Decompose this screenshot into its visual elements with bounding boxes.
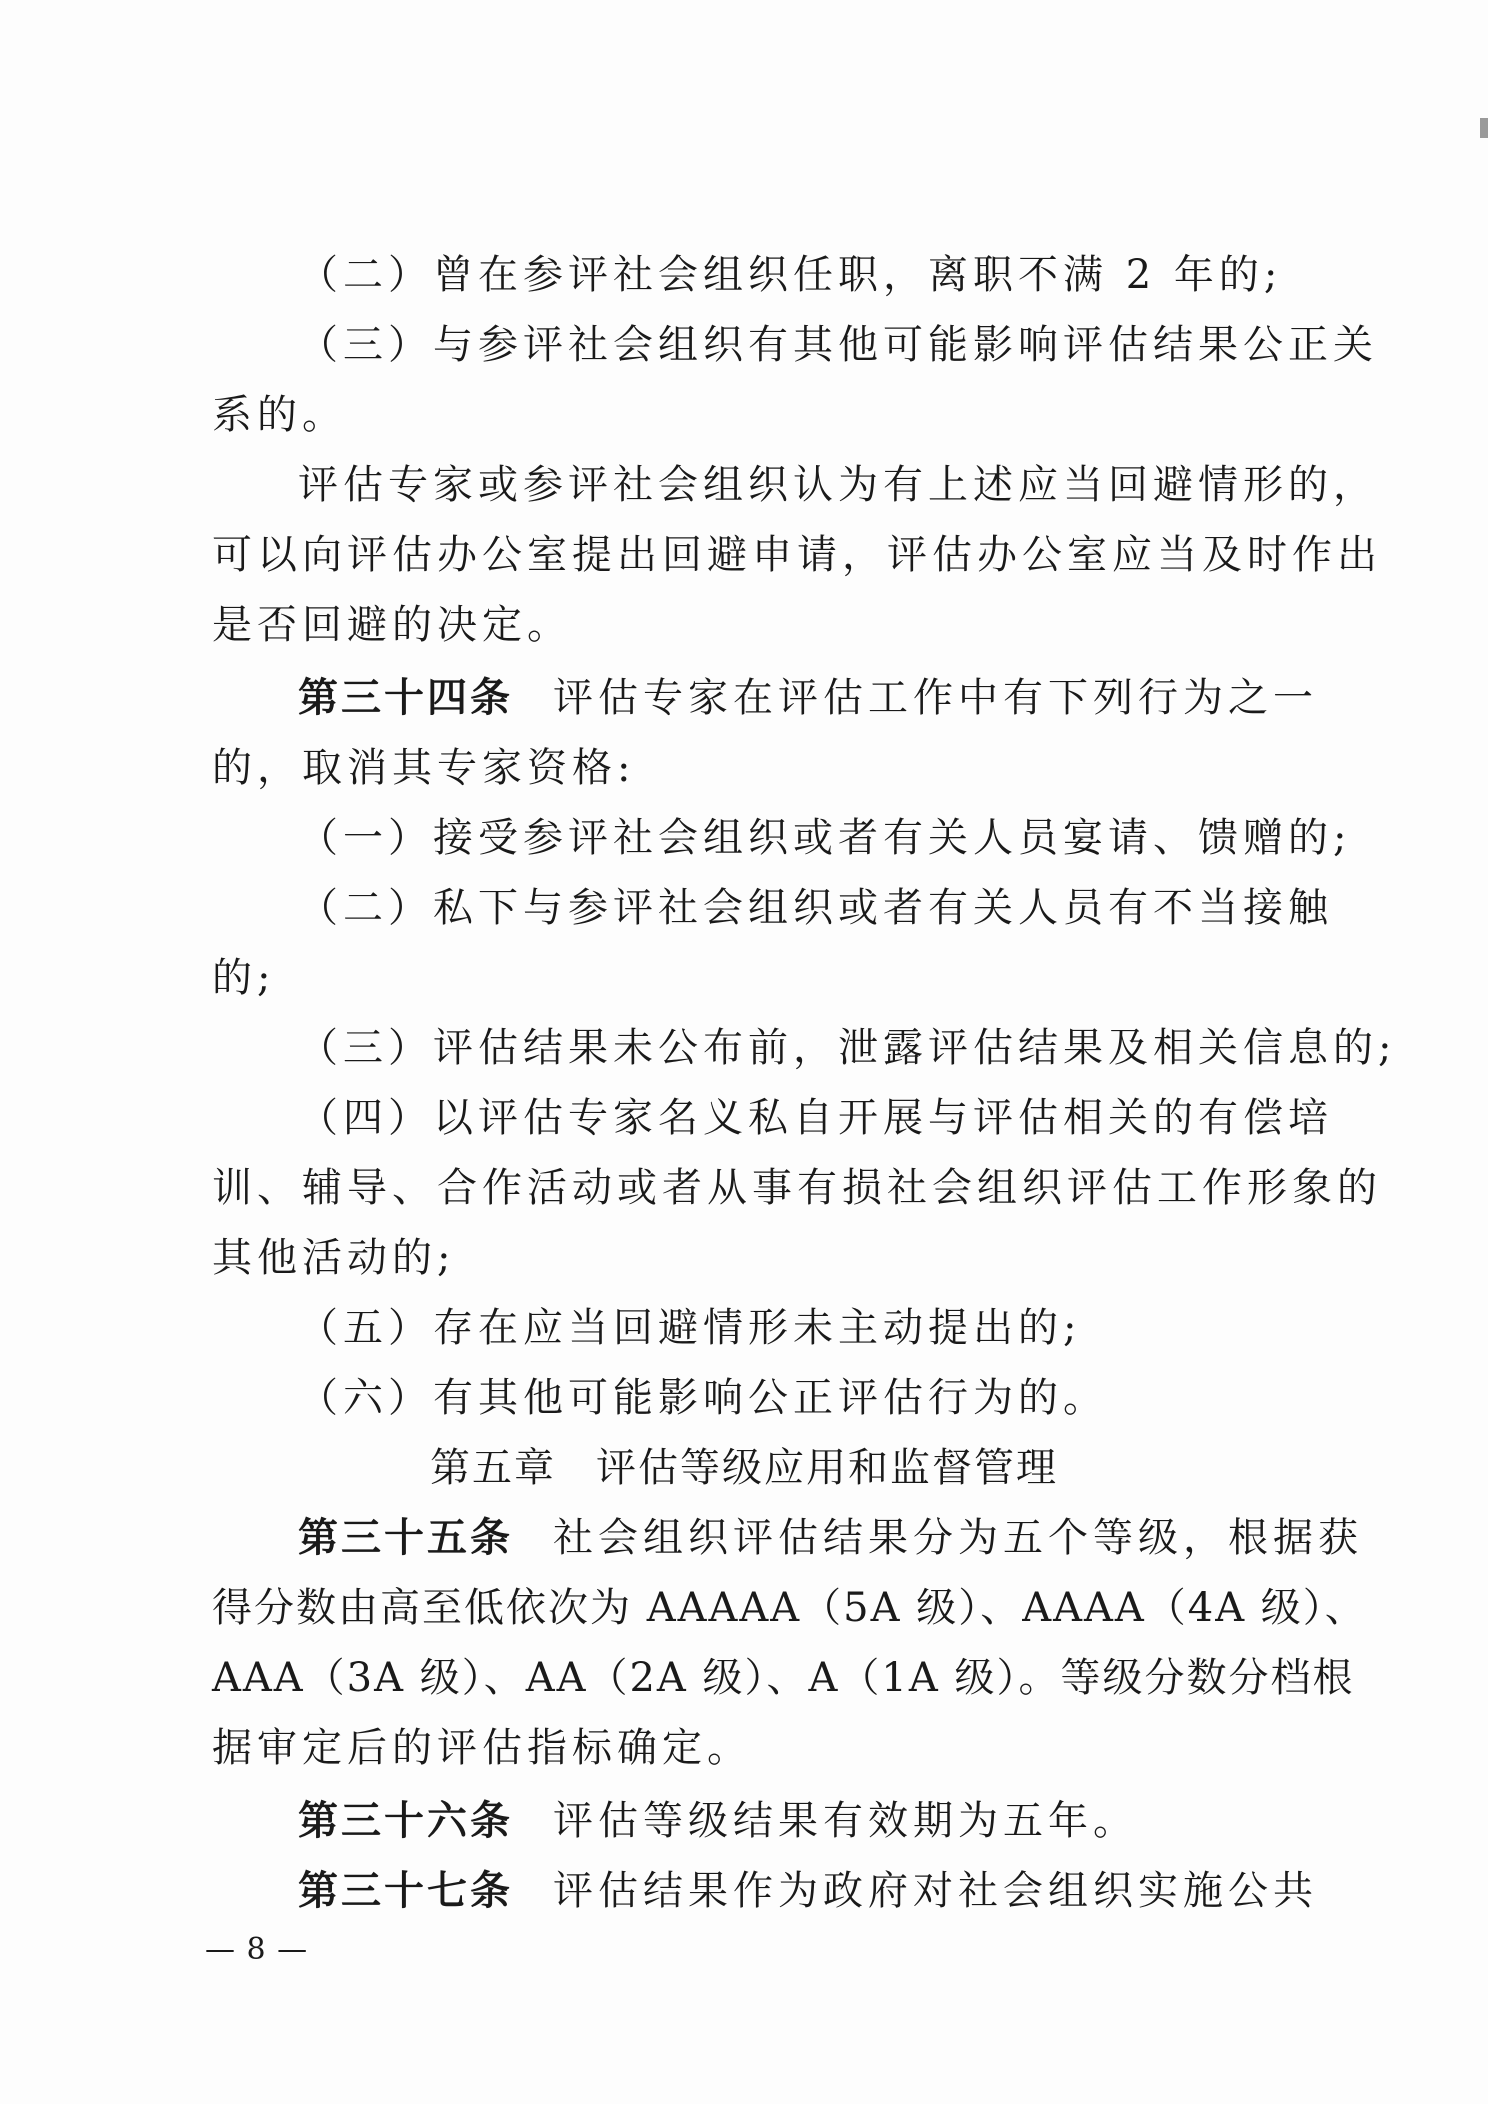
item-line: （三）与参评社会组织有其他可能影响评估结果公正关 [298, 322, 1378, 368]
chapter-heading [0, 1443, 1488, 1493]
item-line: （五）存在应当回避情形未主动提出的; [298, 1305, 1082, 1351]
article-37-heading: 第三十七条 [298, 1868, 513, 1914]
item-line: （二）曾在参评社会组织任职，离职不满 2 年的; [298, 252, 1283, 298]
article-35-text: 社会组织评估结果分为五个等级，根据获 [553, 1515, 1363, 1561]
article-35-heading: 第三十五条 [298, 1515, 513, 1561]
article-36-text: 评估等级结果有效期为五年。 [553, 1798, 1138, 1844]
item-line: （三）评估结果未公布前，泄露评估结果及相关信息的; [298, 1025, 1397, 1071]
article-34-heading: 第三十四条 [298, 675, 513, 721]
paragraph-line: 的，取消其专家资格: [212, 745, 636, 791]
article-35-line [298, 1513, 1363, 1563]
article-34-line [298, 673, 1318, 723]
item-line-continued: 训、辅导、合作活动或者从事有损社会组织评估工作形象的 [212, 1165, 1382, 1211]
chapter-title: 评估等级应用和监督管理 [596, 1445, 1058, 1491]
paragraph-line: 得分数由高至低依次为 AAAAA（5A 级）、AAAA（4A 级）、 [212, 1585, 1367, 1631]
item-line: （二）私下与参评社会组织或者有关人员有不当接触 [298, 885, 1333, 931]
paragraph-line: 据审定后的评估指标确定。 [212, 1725, 752, 1771]
page-number: — 8 — [205, 1932, 309, 1967]
item-line-continued: 系的。 [212, 392, 347, 438]
paragraph-line: 评估专家或参评社会组织认为有上述应当回避情形的， [298, 462, 1378, 508]
article-37-text: 评估结果作为政府对社会组织实施公共 [553, 1868, 1318, 1914]
paragraph-line: AAA（3A 级）、AA（2A 级）、A（1A 级）。等级分数分档根 [212, 1655, 1355, 1701]
item-line-continued: 的; [212, 955, 276, 1001]
item-line: （四）以评估专家名义私自开展与评估相关的有偿培 [298, 1095, 1333, 1141]
item-line-continued: 其他活动的; [212, 1235, 456, 1281]
item-line: （六）有其他可能影响公正评估行为的。 [298, 1375, 1108, 1421]
article-36-heading: 第三十六条 [298, 1798, 513, 1844]
chapter-number: 第五章 [430, 1445, 556, 1491]
item-line: （一）接受参评社会组织或者有关人员宴请、馈赠的; [298, 815, 1352, 861]
article-36-line [298, 1796, 1262, 1846]
paragraph-line: 可以向评估办公室提出回避申请，评估办公室应当及时作出 [212, 532, 1382, 578]
paragraph-line: 是否回避的决定。 [212, 602, 572, 648]
scan-edge-mark [1480, 118, 1488, 138]
article-34-text: 评估专家在评估工作中有下列行为之一 [553, 675, 1318, 721]
article-37-line [298, 1866, 1318, 1916]
